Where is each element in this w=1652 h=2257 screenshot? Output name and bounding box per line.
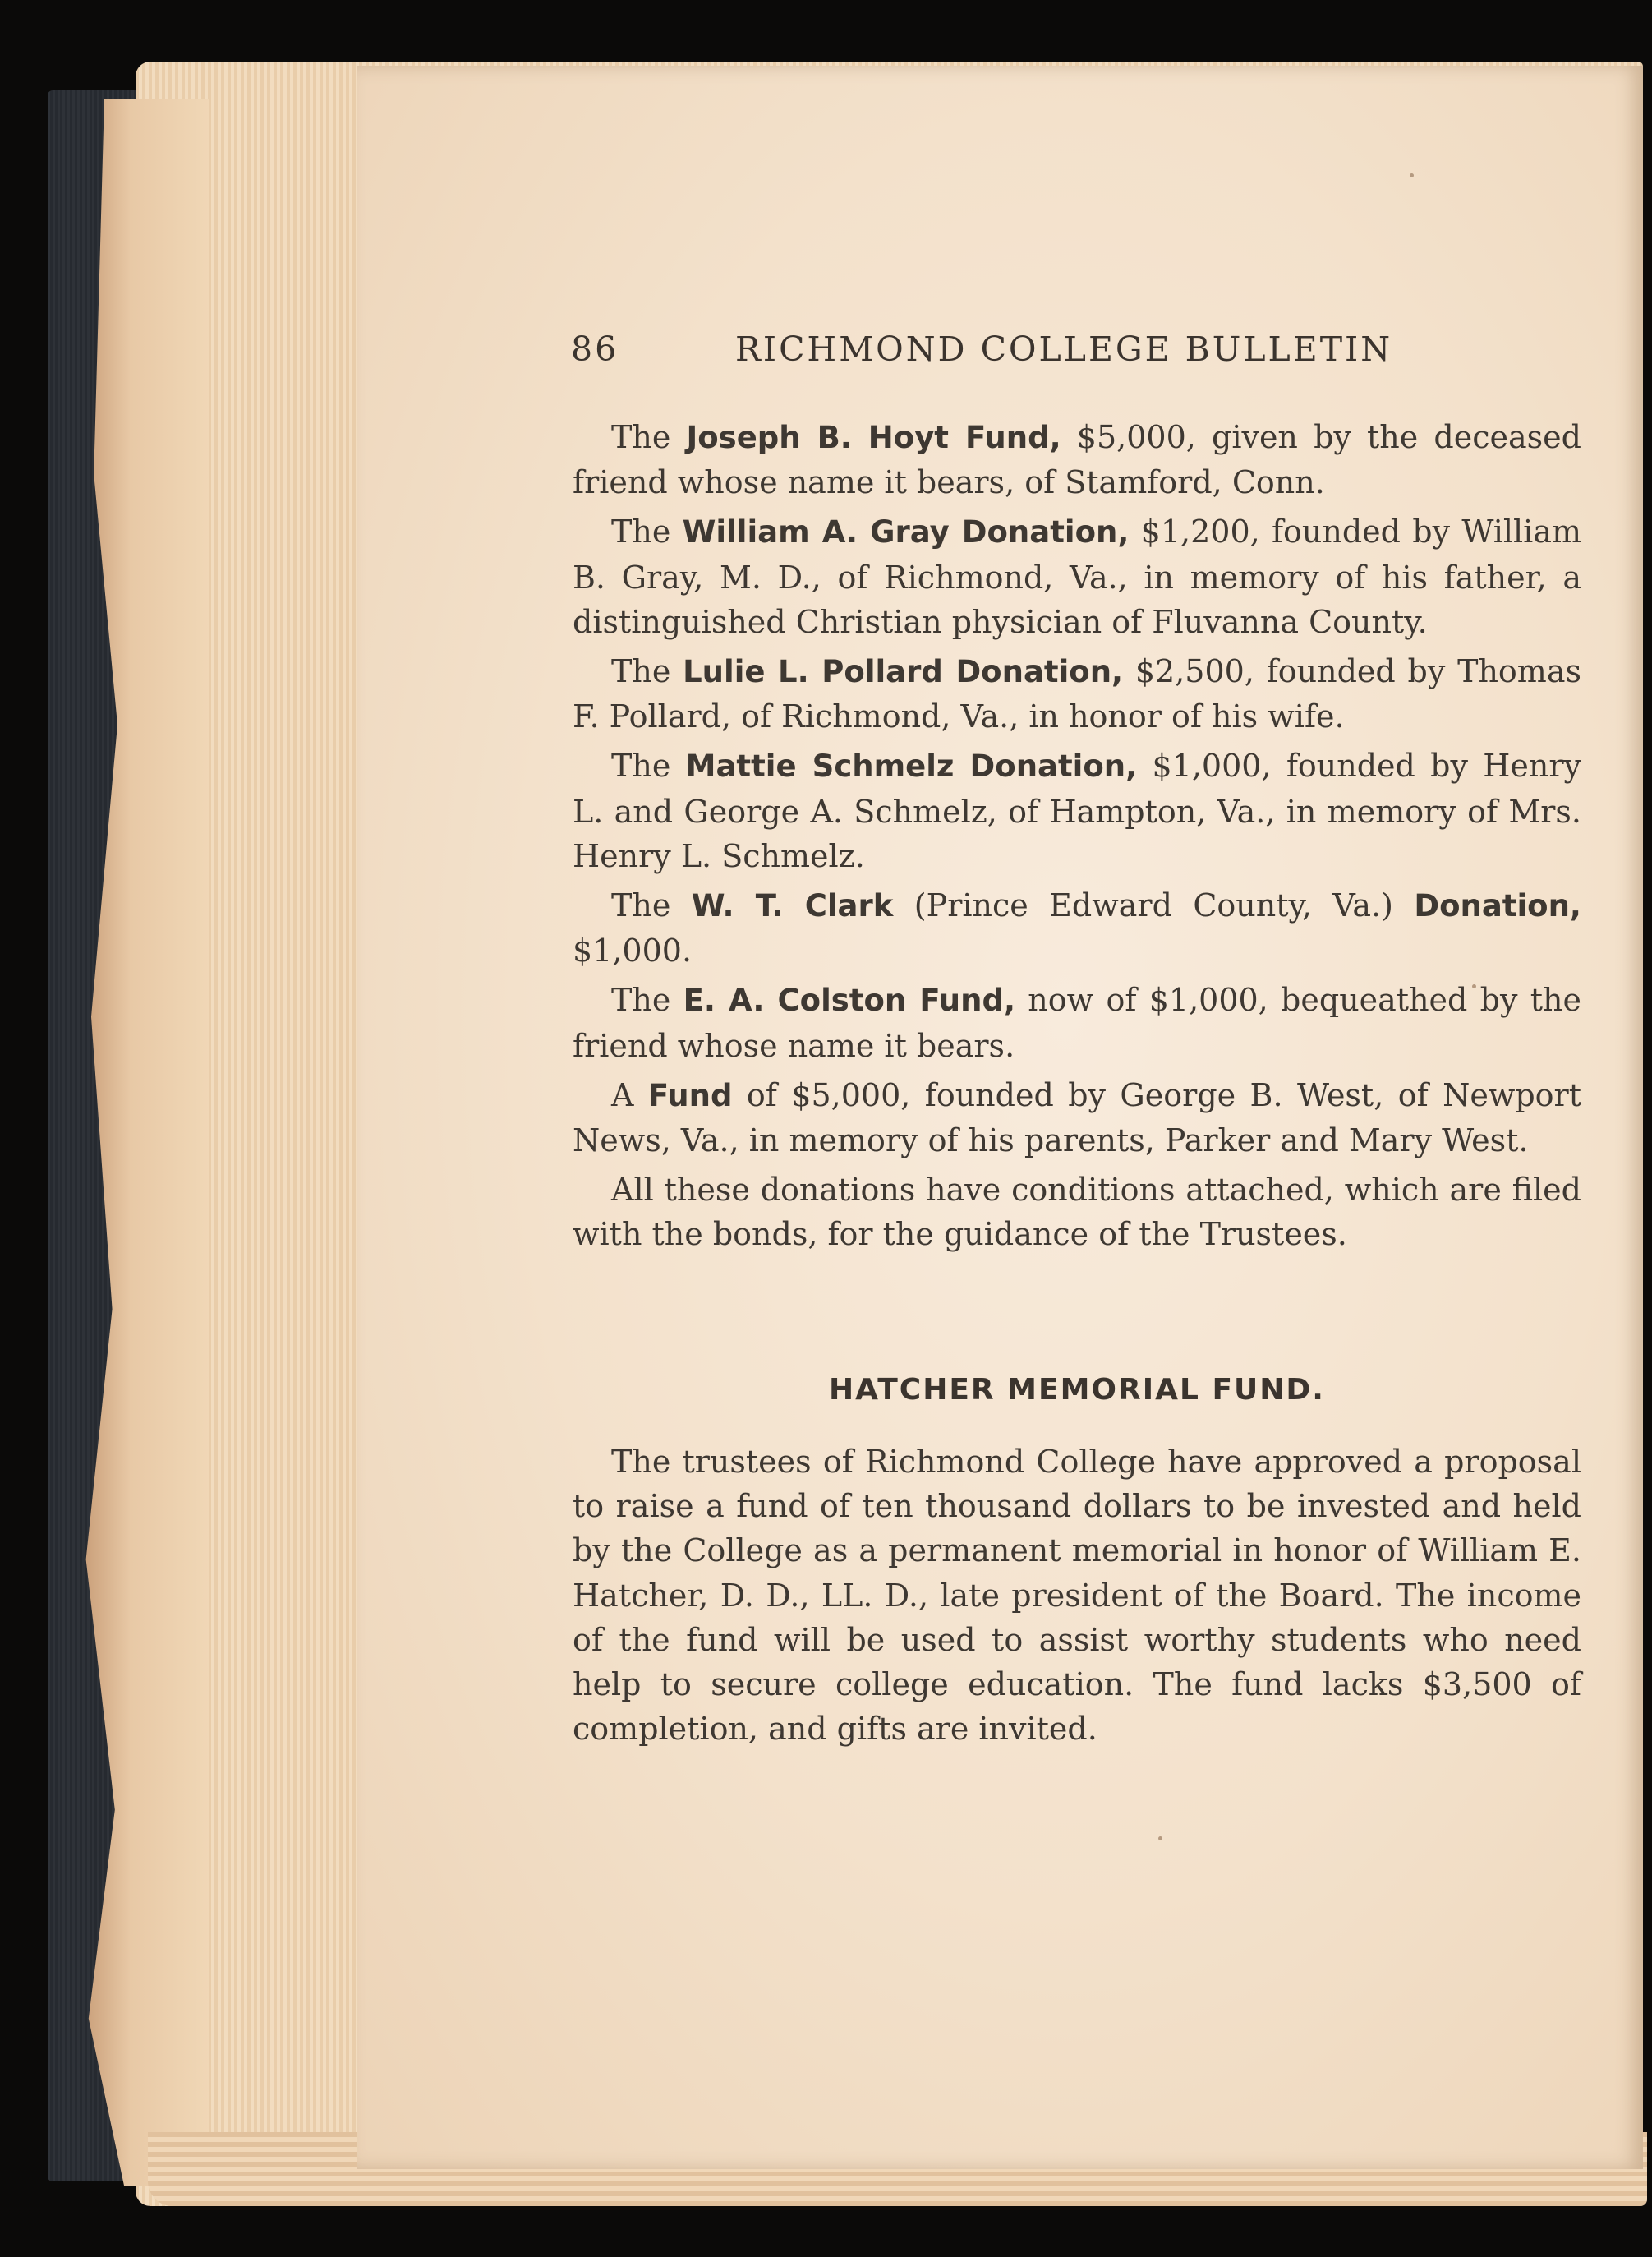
paragraph-colston: The E. A. Colston Fund, now of $1,000, bequeathed by the friend whose name it bears. (573, 982, 1581, 1064)
paper-speck (1158, 1836, 1162, 1840)
paragraph-clark: The W. T. Clark (Prince Edward County, Va.) Donation, $1,000. (573, 887, 1581, 970)
fund-name: William A. Gray Donation, (682, 514, 1130, 550)
donations-text (573, 415, 1581, 1262)
fund-name: Donation, (1414, 888, 1581, 924)
paragraph-schmelz: The Mattie Schmelz Donation, $1,000, founded by Henry L. and George A. Schmelz, of Hampton, Va., in memory of Mrs. Henry L. Schmelz. (573, 748, 1581, 874)
paragraph-hatcher: The trustees of Richmond College have approved a proposal to raise a fund of ten thousand dollars to be invested and held by the College as a permanent memorial in honor of William E. Hatcher, D. D., LL. D., late president of the Board. The income of the fund will be used to assist worthy students who need help to secure college education. The fund lacks $3,500 of completion, and gifts are invited. (573, 1444, 1581, 1748)
fund-name: Joseph B. Hoyt Fund, (686, 420, 1061, 455)
fund-name: Lulie L. Pollard Donation, (683, 654, 1124, 690)
paragraph-west: A Fund of $5,000, founded by George B. West, of Newport News, Va., in memory of his parents, Parker and Mary West. (573, 1076, 1581, 1159)
fund-name: Fund (647, 1077, 733, 1113)
running-header (571, 325, 1581, 374)
fund-name: E. A. Colston Fund, (683, 983, 1015, 1019)
paragraph-pollard: The Lulie L. Pollard Donation, $2,500, founded by Thomas F. Pollard, of Richmond, Va., in honor of his wife. (573, 653, 1581, 735)
fund-name: W. T. Clark (691, 888, 894, 924)
hatcher-fund-text (573, 1439, 1581, 1751)
section-heading: HATCHER MEMORIAL FUND. (829, 1373, 1325, 1407)
paragraph-gray: The William A. Gray Donation, $1,200, founded by William B. Gray, M. D., of Richmond, Va., in memory of his father, a distinguished Christian physician of Fluvanna County. (573, 514, 1582, 640)
fund-name: Mattie Schmelz Donation, (685, 748, 1138, 785)
paragraph-conditions: All these donations have conditions attached, which are filed with the bonds, for the guidance of the Trustees. (573, 1172, 1581, 1253)
paper-speck (1410, 173, 1414, 177)
page-number: 86 (571, 329, 619, 369)
paragraph-hoyt: The Joseph B. Hoyt Fund, $5,000, given by the deceased friend whose name it bears, of Stamford, Conn. (573, 419, 1581, 501)
running-title: RICHMOND COLLEGE BULLETIN (735, 329, 1393, 369)
